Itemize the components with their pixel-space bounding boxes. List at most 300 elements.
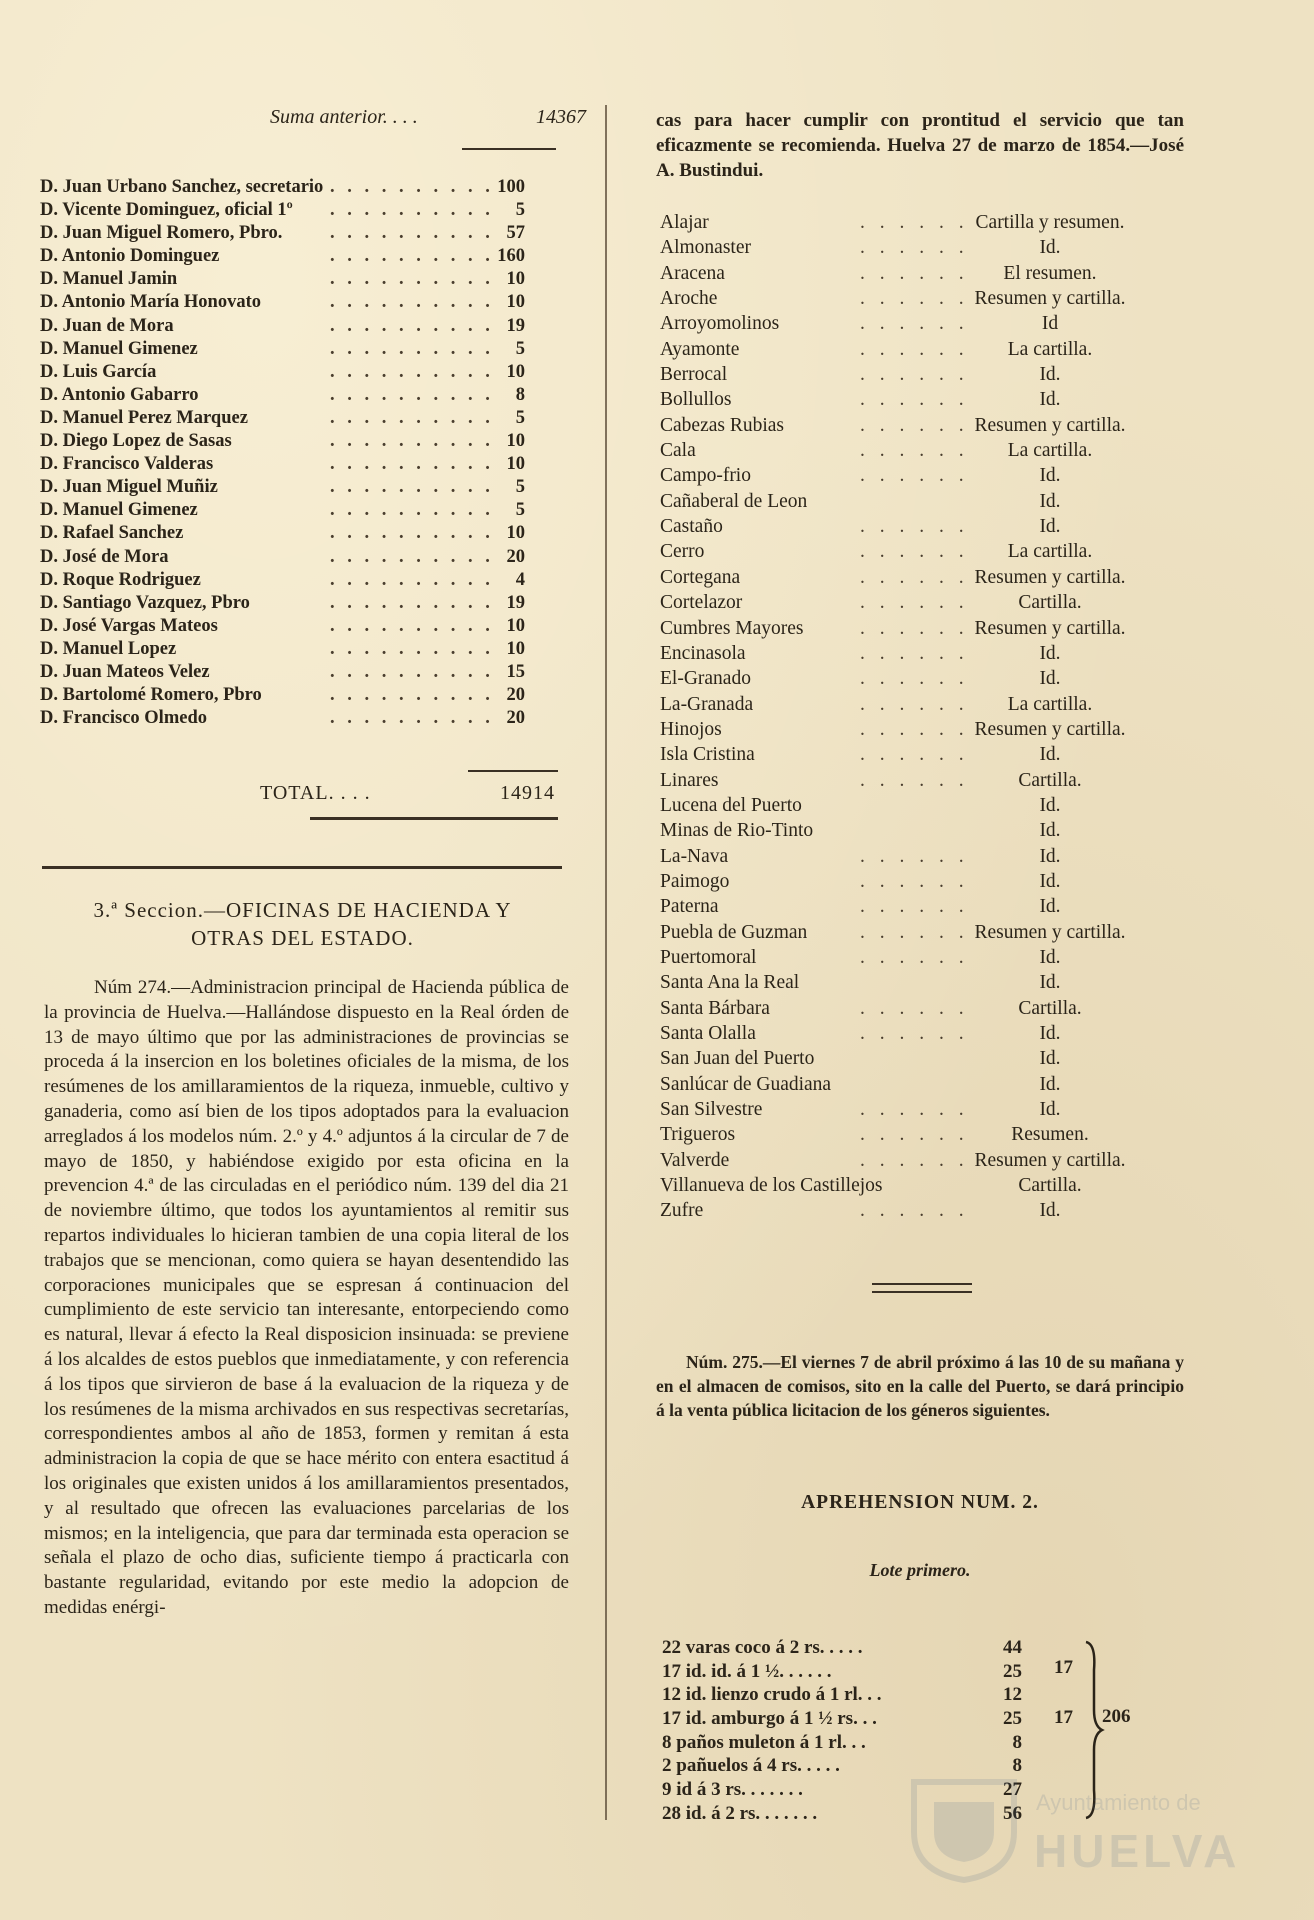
donor-name: D. Manuel Gimenez [40,500,198,521]
donor-amount: 15 [506,661,525,682]
leader-dots: . . . . . . [860,237,969,259]
donor-row [40,361,565,384]
donor-row [40,684,565,707]
donor-row [40,199,565,222]
leader-dots: . . . . . . . . . . [330,685,494,706]
donor-name: D. Juan Mateos Velez [40,661,210,682]
municipality-status: Id. [1039,896,1061,918]
leader-dots: . . . . . . . . . . [330,615,494,636]
donor-amount: 4 [515,569,525,590]
lote-item-desc: 12 id. lienzo crudo á 1 rl. . . [662,1684,882,1706]
lote-item [662,1683,1022,1707]
donor-amount: 160 [497,246,525,267]
lote-item-desc: 8 paños muleton á 1 rl. . . [662,1731,866,1753]
donor-row [40,638,565,661]
suma-anterior-label: Suma anterior. . . . [270,106,418,128]
municipality-status: Resumen y cartilla. [974,1149,1126,1171]
municipality-name: Trigueros [660,1124,736,1146]
section-rule [42,866,562,869]
donor-amount: 20 [506,685,525,706]
municipality-status: Id. [1039,516,1061,538]
donor-name: D. Juan Urbano Sanchez, secretario [40,177,324,197]
intro-paragraph: cas para hacer cumplir con prontitud el servicio que tan eficazmente se recomienda. Huelva 27 de marzo de 1854.—José A. Bustindui. [656,110,1184,181]
municipality-row [660,590,1184,615]
lote-item-value: 44 [1003,1637,1022,1658]
donor-row [40,291,565,314]
municipality-row [660,869,1184,894]
municipality-status: Id. [1039,1023,1061,1044]
lote-item [662,1660,1022,1684]
leader-dots: . . . . . . [860,592,969,614]
municipality-row [660,1173,1184,1198]
leader-dots: . . . . . . . . . . [330,546,494,567]
municipality-row [660,235,1184,260]
watermark-small-text: Ayuntamiento de [1036,1790,1201,1815]
leader-dots: . . . . . . . . . . [330,407,494,428]
leader-dots: . . . . . . [860,845,969,867]
municipality-status: Id. [1039,1073,1061,1095]
donor-row [40,615,565,638]
donor-name: D. Antonio María Honovato [40,292,261,313]
donor-name: D. José Vargas Mateos [40,615,218,636]
municipality-name: Castaño [660,516,723,538]
municipality-row [660,261,1184,286]
column-divider [605,105,607,1820]
donor-amount: 100 [497,177,525,197]
leader-dots: . . . . . . . . . . [330,315,494,336]
total-label: TOTAL. . . . [260,782,371,804]
municipality-row [660,337,1184,362]
watermark-big-text: HUELVA [1034,1825,1241,1877]
municipality-name: Cañaberal de Leon [660,490,808,512]
leader-dots: . . . . . . [860,997,969,1019]
municipality-status: La cartilla. [1007,541,1093,563]
leader-dots: . . . . . . . . . . [330,431,494,452]
municipality-name: Cortelazor [660,592,743,614]
leader-dots: . . . . . . [860,262,969,284]
municipality-row [660,1072,1184,1097]
leader-dots: . . . . . . . . . . [330,292,494,313]
leader-dots: . . . . . . [860,414,969,436]
municipality-status: Cartilla. [1018,769,1082,791]
leader-dots: . . . . . . [860,744,969,766]
donor-row [40,338,565,361]
donor-row [40,476,565,499]
municipality-name: Cabezas Rubias [660,414,785,436]
total-rule [468,770,558,772]
section-title-line-2: OTRAS DEL ESTADO. [191,926,414,950]
municipality-row [660,768,1184,793]
municipality-status: Id. [1039,972,1061,994]
municipality-name: Encinasola [660,642,746,664]
donor-row [40,453,565,476]
municipality-name: Puebla de Guzman [660,921,808,943]
municipality-row [660,666,1184,691]
municipality-row [660,1148,1184,1173]
municipality-status: Resumen y cartilla. [974,617,1126,639]
donor-row [40,707,565,730]
total-line [260,782,555,805]
leader-dots: . . . . . . [860,212,969,233]
municipality-status: Cartilla. [1018,1175,1082,1197]
subtotal-a: 17 [1054,1657,1073,1678]
donor-row [40,592,565,615]
lote-item-value: 8 [1012,1731,1022,1753]
leader-dots: . . . . . . . . . . [330,269,494,290]
municipality-status: Resumen y cartilla. [974,921,1126,943]
donor-name: D. Juan de Mora [40,315,174,336]
municipality-row [660,438,1184,463]
donor-name: D. Manuel Jamin [40,269,178,290]
municipality-name: Almonaster [660,237,751,259]
section-heading [40,896,565,952]
municipality-status: Id. [1039,845,1061,867]
donor-amount: 10 [506,454,525,475]
municipality-name: Puertomoral [660,946,757,968]
municipality-name: Cortegana [660,566,741,588]
municipality-name: Ayamonte [660,338,740,360]
municipality-row [660,818,1184,843]
municipality-name: Bollullos [660,389,732,411]
municipality-name: Villanueva de los Castillejos [660,1175,883,1197]
grand-total: 206 [1102,1706,1131,1727]
donor-name: D. Roque Rodriguez [40,569,201,590]
leader-dots: . . . . . . [860,516,969,538]
lote-item [662,1636,1022,1660]
leader-dots: . . . . . . [860,718,969,740]
donor-amount: 10 [506,361,525,382]
municipality-row [660,920,1184,945]
municipality-status: Cartilla. [1018,592,1082,614]
municipality-status: Resumen y cartilla. [974,414,1126,436]
municipality-name: Santa Bárbara [660,997,770,1019]
leader-dots: . . . . . . [860,440,969,462]
municipality-status: Id. [1039,1048,1061,1070]
municipality-row [660,489,1184,514]
leader-dots: . . . . . . [860,364,969,386]
lote-item-desc: 22 varas coco á 2 rs. . . . . [662,1637,863,1658]
municipality-status: Id. [1039,389,1061,411]
donor-row [40,407,565,430]
leader-dots: . . . . . . . . . . [330,200,494,221]
donor-name: D. Santiago Vazquez, Pbro [40,592,250,613]
municipality-status: Id. [1039,820,1061,842]
municipality-row [660,387,1184,412]
administration-paragraph [44,976,569,1621]
municipality-name: Aracena [660,262,725,284]
municipality-name: La-Granada [660,693,754,715]
donor-row [40,384,565,407]
municipality-name: El-Granado [660,668,751,690]
donor-name: D. Manuel Perez Marquez [40,407,248,428]
municipality-name: Aroche [660,288,718,310]
lote-item-value: 25 [1003,1708,1022,1730]
municipality-status: Resumen y cartilla. [974,566,1126,588]
donor-amount: 19 [506,315,525,336]
donor-row [40,546,565,569]
municipality-name: San Silvestre [660,1099,763,1121]
leader-dots: . . . . . . . . . . [330,477,494,498]
municipality-status: Id. [1039,465,1061,487]
lote-item [662,1707,1022,1731]
lote-item [662,1731,1022,1755]
donor-name: D. Rafael Sanchez [40,523,184,544]
sale-paragraph-text: Núm. 275.—El viernes 7 de abril próximo á las 10 de su mañana y en el almacen de comisos, sito en la calle del Puerto, se dará principio á la venta pública licitacion de los géneros siguientes. [656,1352,1184,1420]
leader-dots: . . . . . . [860,1023,969,1044]
municipality-name: Cala [660,440,696,462]
municipality-name: Zufre [660,1200,704,1222]
leader-dots: . . . . . . . . . . [330,223,494,244]
municipality-name: Linares [660,769,719,791]
leader-dots: . . . . . . [860,313,969,335]
municipality-status: Resumen y cartilla. [974,288,1126,310]
municipality-name: Cumbres Mayores [660,617,804,639]
municipality-list [660,210,1184,1224]
lote-item-value: 8 [1012,1755,1022,1777]
municipality-row [660,894,1184,919]
donor-row [40,661,565,684]
lote-item-value: 27 [1003,1779,1022,1801]
municipality-name: Santa Ana la Real [660,972,800,994]
donor-row [40,569,565,592]
leader-dots: . . . . . . [860,693,969,715]
municipality-status: Id. [1039,870,1061,892]
leader-dots: . . . . . . [860,617,969,639]
leader-dots: . . . . . . [860,1099,969,1121]
municipality-row [660,945,1184,970]
donor-amount: 19 [506,592,525,613]
donor-amount: 8 [515,384,525,405]
municipality-row [660,641,1184,666]
municipality-status: Id [1041,313,1059,335]
donor-amount: 5 [515,200,525,221]
donor-name: D. Francisco Olmedo [40,708,207,729]
municipality-status: Cartilla. [1018,997,1082,1019]
municipality-name: Campo-frio [660,465,751,487]
donor-row [40,315,565,338]
leader-dots: . . . . . . [860,465,969,487]
leader-dots: . . . . . . . . . . [330,246,494,267]
donor-name: D. Manuel Gimenez [40,338,198,359]
municipality-name: Paimogo [660,870,730,892]
leader-dots: . . . . . . . . . . [330,592,494,613]
municipality-name: Arroyomolinos [660,313,780,335]
donor-amount: 5 [515,338,525,359]
municipality-row [660,1046,1184,1071]
municipality-row [660,692,1184,717]
municipality-status: Id. [1039,794,1061,816]
lote-item-desc: 2 pañuelos á 4 rs. . . . . [662,1755,840,1777]
suma-rule [462,148,556,150]
lote-item-desc: 28 id. á 2 rs. . . . . . . [662,1802,818,1824]
total-value: 14914 [500,782,555,804]
leader-dots: . . . . . . [860,1200,969,1222]
municipality-status: Id. [1039,642,1061,664]
leader-dots: . . . . . . . . . . [330,708,494,729]
municipality-row [660,742,1184,767]
municipality-status: El resumen. [1003,262,1097,284]
total-double-rule [310,817,558,820]
municipality-row [660,286,1184,311]
donor-list [40,176,565,730]
donor-amount: 10 [506,292,525,313]
municipality-name: Paterna [660,896,719,918]
watermark-logo [904,1772,1241,1882]
leader-dots: . . . . . . [860,389,969,411]
leader-dots: . . . . . . . . . . [330,177,494,197]
leader-dots: . . . . . . . . . . [330,638,494,659]
donor-name: D. Juan Miguel Muñiz [40,477,218,498]
municipality-name: La-Nava [660,845,729,867]
leader-dots: . . . . . . . . . . [330,384,494,405]
suma-anterior [270,106,586,129]
leader-dots: . . . . . . . . . . [330,569,494,590]
donor-row [40,499,565,522]
leader-dots: . . . . . . . . . . [330,500,494,521]
municipality-name: Alajar [660,212,709,233]
municipality-status: Id. [1039,490,1061,512]
lote-item-value: 12 [1003,1684,1022,1706]
donor-name: D. José de Mora [40,546,169,567]
leader-dots: . . . . . . [860,921,969,943]
municipality-row [660,463,1184,488]
municipality-row [660,970,1184,995]
leader-dots: . . . . . . [860,541,969,563]
leader-dots: . . . . . . [860,870,969,892]
municipality-row [660,565,1184,590]
decorative-rule [872,1283,972,1293]
subtotal-b: 17 [1054,1707,1073,1728]
municipality-row [660,996,1184,1021]
shield-icon [904,1772,1024,1882]
sale-paragraph [656,1350,1184,1422]
municipality-row [660,362,1184,387]
municipality-row [660,1021,1184,1046]
donor-name: D. Luis García [40,361,157,382]
donor-amount: 57 [506,223,525,244]
donor-amount: 20 [506,708,525,729]
leader-dots: . . . . . . [860,1124,969,1146]
donor-name: D. Francisco Valderas [40,454,214,475]
leader-dots: . . . . . . [860,338,969,360]
municipality-row [660,514,1184,539]
lote-heading: Lote primero. [869,1560,971,1580]
donor-row [40,176,565,199]
municipality-name: Lucena del Puerto [660,794,802,816]
donor-amount: 10 [506,523,525,544]
leader-dots: . . . . . . [860,1149,969,1171]
donor-amount: 10 [506,638,525,659]
donor-amount: 20 [506,546,525,567]
donor-name: D. Bartolomé Romero, Pbro [40,685,262,706]
leader-dots: . . . . . . . . . . [330,661,494,682]
lote-item-desc: 17 id. amburgo á 1 ½ rs. . . [662,1708,877,1730]
municipality-status: Id. [1039,1200,1061,1222]
administration-paragraph-text: Núm 274.—Administracion principal de Hacienda pública de la provincia de Huelva.—Hallándose dispuesto en la Real órden de 13 de mayo último que por las administraciones de provincias se proceda á la insercion en los boletines oficiales de la misma, de los resúmenes de los amillaramientos de la riqueza, inmueble, cultivo y ganaderia, como así bien de los tipos adoptados para la evaluacion arreglados á los modelos núm. 2.º y 4.º adjuntos á la circular de 7 de mayo de 1850, y habiéndose exigido por esta oficina en la prevencion 4.ª de las circuladas en el periódico núm. 139 del dia 21 de noviembre último, que todos los ayuntamientos al remitir sus repartos individuales lo hicieran tambien de una copia literal de los trabajos que se mencionan, como quiera se hayan desentendido las corporaciones municipales que se espresan á continuacion del cumplimiento de este servicio tan interesante, entorpeciendo como es natural, llevar á efecto la Real disposicion insinuada: se previene á los alcaldes de estos pueblos que inmediatamente, y con referencia á los tipos que sirvieron de base á la evaluacion de la riqueza y de los resúmenes de la misma archivados en sus respectivas secretarías, correspondientes ambos al año de 1853, formen y remitan á esta administracion la copia de que se hace mérito con entera esactitud á los originales que existen unidos á los amillaramientos presentados, y al resultado que ofrecen las evaluaciones parcelarias de los mismos; en la inteligencia, que para dar terminada esta operacion se señala el plazo de ocho dias, suficiente tiempo á practicarla con bastante regularidad, evitando por este medio la adopcion de medidas enérgi- [44,977,569,1618]
leader-dots: . . . . . . . . . . [330,338,494,359]
leader-dots: . . . . . . [860,566,969,588]
municipality-status: La cartilla. [1007,338,1093,360]
municipality-name: San Juan del Puerto [660,1048,815,1070]
municipality-name: Valverde [660,1149,730,1171]
lote-item-value: 25 [1003,1660,1022,1682]
leader-dots: . . . . . . . . . . [330,361,494,382]
leader-dots: . . . . . . [860,896,969,918]
donor-amount: 10 [506,615,525,636]
municipality-status: Id. [1039,668,1061,690]
municipality-name: Sanlúcar de Guadiana [660,1073,832,1095]
municipality-status: Resumen. [1011,1124,1089,1146]
municipality-row [660,1198,1184,1223]
municipality-row [660,1097,1184,1122]
municipality-status: La cartilla. [1007,693,1093,715]
donor-amount: 10 [506,431,525,452]
donor-row [40,245,565,268]
donor-amount: 10 [506,269,525,290]
donor-amount: 5 [515,407,525,428]
donor-name: D. Antonio Dominguez [40,246,220,267]
section-title-line-1: 3.ª Seccion.—OFICINAS DE HACIENDA Y [93,898,512,922]
donor-row [40,222,565,245]
municipality-name: Santa Olalla [660,1023,756,1044]
municipality-name: Berrocal [660,364,728,386]
municipality-row [660,616,1184,641]
lote-item-desc: 9 id á 3 rs. . . . . . . [662,1779,803,1801]
suma-anterior-value: 14367 [536,106,586,128]
municipality-name: Hinojos [660,718,722,740]
municipality-row [660,210,1184,235]
lote-item-desc: 17 id. id. á 1 ½. . . . . . [662,1660,832,1682]
donor-amount: 5 [515,500,525,521]
leader-dots: . . . . . . . . . . [330,523,494,544]
leader-dots: . . . . . . [860,769,969,791]
municipality-status: Id. [1039,946,1061,968]
municipality-status: Id. [1039,237,1061,259]
municipality-name: Cerro [660,541,705,563]
lote-item-value: 56 [1003,1802,1022,1824]
donor-name: D. Antonio Gabarro [40,384,199,405]
municipality-name: Isla Cristina [660,744,755,766]
municipality-row [660,793,1184,818]
municipality-row [660,539,1184,564]
leader-dots: . . . . . . . . . . [330,454,494,475]
donor-row [40,522,565,545]
donor-name: D. Manuel Lopez [40,638,177,659]
aprehension-heading: APREHENSION NUM. 2. [801,1492,1039,1513]
donor-name: D. Vicente Dominguez, oficial 1º [40,200,293,221]
leader-dots: . . . . . . [860,288,969,310]
municipality-row [660,844,1184,869]
donor-row [40,430,565,453]
municipality-row [660,1122,1184,1147]
municipality-row [660,311,1184,336]
municipality-row [660,413,1184,438]
municipality-row [660,717,1184,742]
municipality-status: La cartilla. [1007,440,1093,462]
donor-row [40,268,565,291]
leader-dots: . . . . . . [860,668,969,690]
donor-amount: 5 [515,477,525,498]
municipality-status: Id. [1039,364,1061,386]
municipality-status: Id. [1039,744,1061,766]
municipality-status: Cartilla y resumen. [975,212,1125,233]
municipality-status: Resumen y cartilla. [974,718,1126,740]
donor-name: D. Juan Miguel Romero, Pbro. [40,223,283,244]
municipality-status: Id. [1039,1099,1061,1121]
municipality-name: Minas de Rio-Tinto [660,820,814,842]
leader-dots: . . . . . . [860,642,969,664]
leader-dots: . . . . . . [860,946,969,968]
